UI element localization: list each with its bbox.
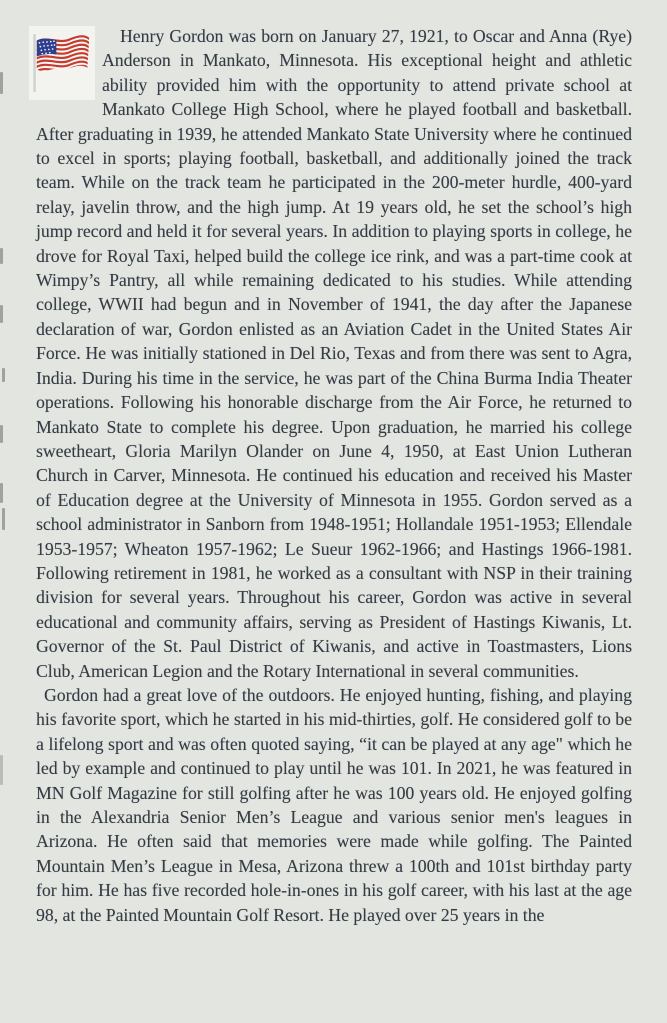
scan-artifact	[0, 425, 3, 443]
flag-pole	[33, 34, 35, 92]
scan-artifact	[0, 755, 3, 785]
biography-paragraph-2	[36, 683, 632, 927]
paragraph-text: Henry Gordon was born on January 27, 1921, to Oscar and Anna (Rye) Anderson in Mankato, Minnesota. His exceptional height and athletic ability provided him with the opportunity to attend private school at Mankato College High School, where he played football and basketball. After graduating in 1939, he attended Mankato State University where he continued to excel in sports; playing football, basketball, and additionally joined the track team. While on the track team he participated in the 200-meter hurdle, 400-yard relay, javelin throw, and the high jump. At 19 years old, he set the school’s high jump record and held it for several years. In addition to playing sports in college, he drove for Royal Taxi, helped build the college ice rink, and was a part-time cook at Wimpy’s Pantry, all while remaining dedicated to his studies. While attending college, WWII had begun and in November of 1941, the day after the Japanese declaration of war, Gordon enlisted as an Aviation Cadet in the United States Air Force. He was initially stationed in Del Rio, Texas and from there was sent to Agra, India. During his time in the service, he was part of the China Burma India Theater operations. Following his honorable discharge from the Air Force, he returned to Mankato State to complete his degree. Upon graduation, he married his college sweetheart, Gloria Marilyn Olander on June 4, 1950, at East Union Lutheran Church in Carver, Minnesota. He continued his education and received his Master of Education degree at the University of Minnesota in 1955. Gordon served as a school administrator in Sanborn from 1948-1951; Hollandale 1951-1953; Ellendale 1953-1957; Wheaton 1957-1962; Le Sueur 1962-1966; and Hastings 1966-1981. Following retirement in 1981, he worked as a consultant with NSP in their training division for several years. Throughout his career, Gordon was active in several educational and community affairs, serving as President of Hastings Kiwanis, Lt. Governor of the St. Paul District of Kiwanis, and active in Toastmasters, Lions Club, American Legion and the Rotary International in several communities.	[36, 26, 632, 681]
scan-artifact	[0, 72, 3, 94]
scan-artifact	[2, 508, 5, 530]
scan-artifact	[0, 483, 3, 503]
paragraph-text: Gordon had a great love of the outdoors. He enjoyed hunting, fishing, and playing his favorite sport, which he started in his mid-thirties, golf. He considered golf to be a lifelong sport and was often quoted saying, “it can be played at any age" which he led by example and continued to play until he was 101. In 2021, he was featured in MN Golf Magazine for still golfing after he was 100 years old. He enjoyed golfing in the Alexandria Senior Men’s League and various senior men's leagues in Arizona. He often said that memories were made while golfing. The Painted Mountain Men’s League in Mesa, Arizona threw a 100th and 101st birthday party for him. He has five recorded hole-in-ones in his golf career, with his last at the age 98, at the Painted Mountain Golf Resort. He played over 25 years in the	[36, 684, 632, 925]
scan-artifact	[0, 248, 3, 264]
us-flag-icon	[29, 26, 95, 100]
scan-artifact	[2, 368, 5, 382]
biography-paragraph-1	[36, 24, 632, 683]
scan-artifact	[0, 305, 3, 323]
